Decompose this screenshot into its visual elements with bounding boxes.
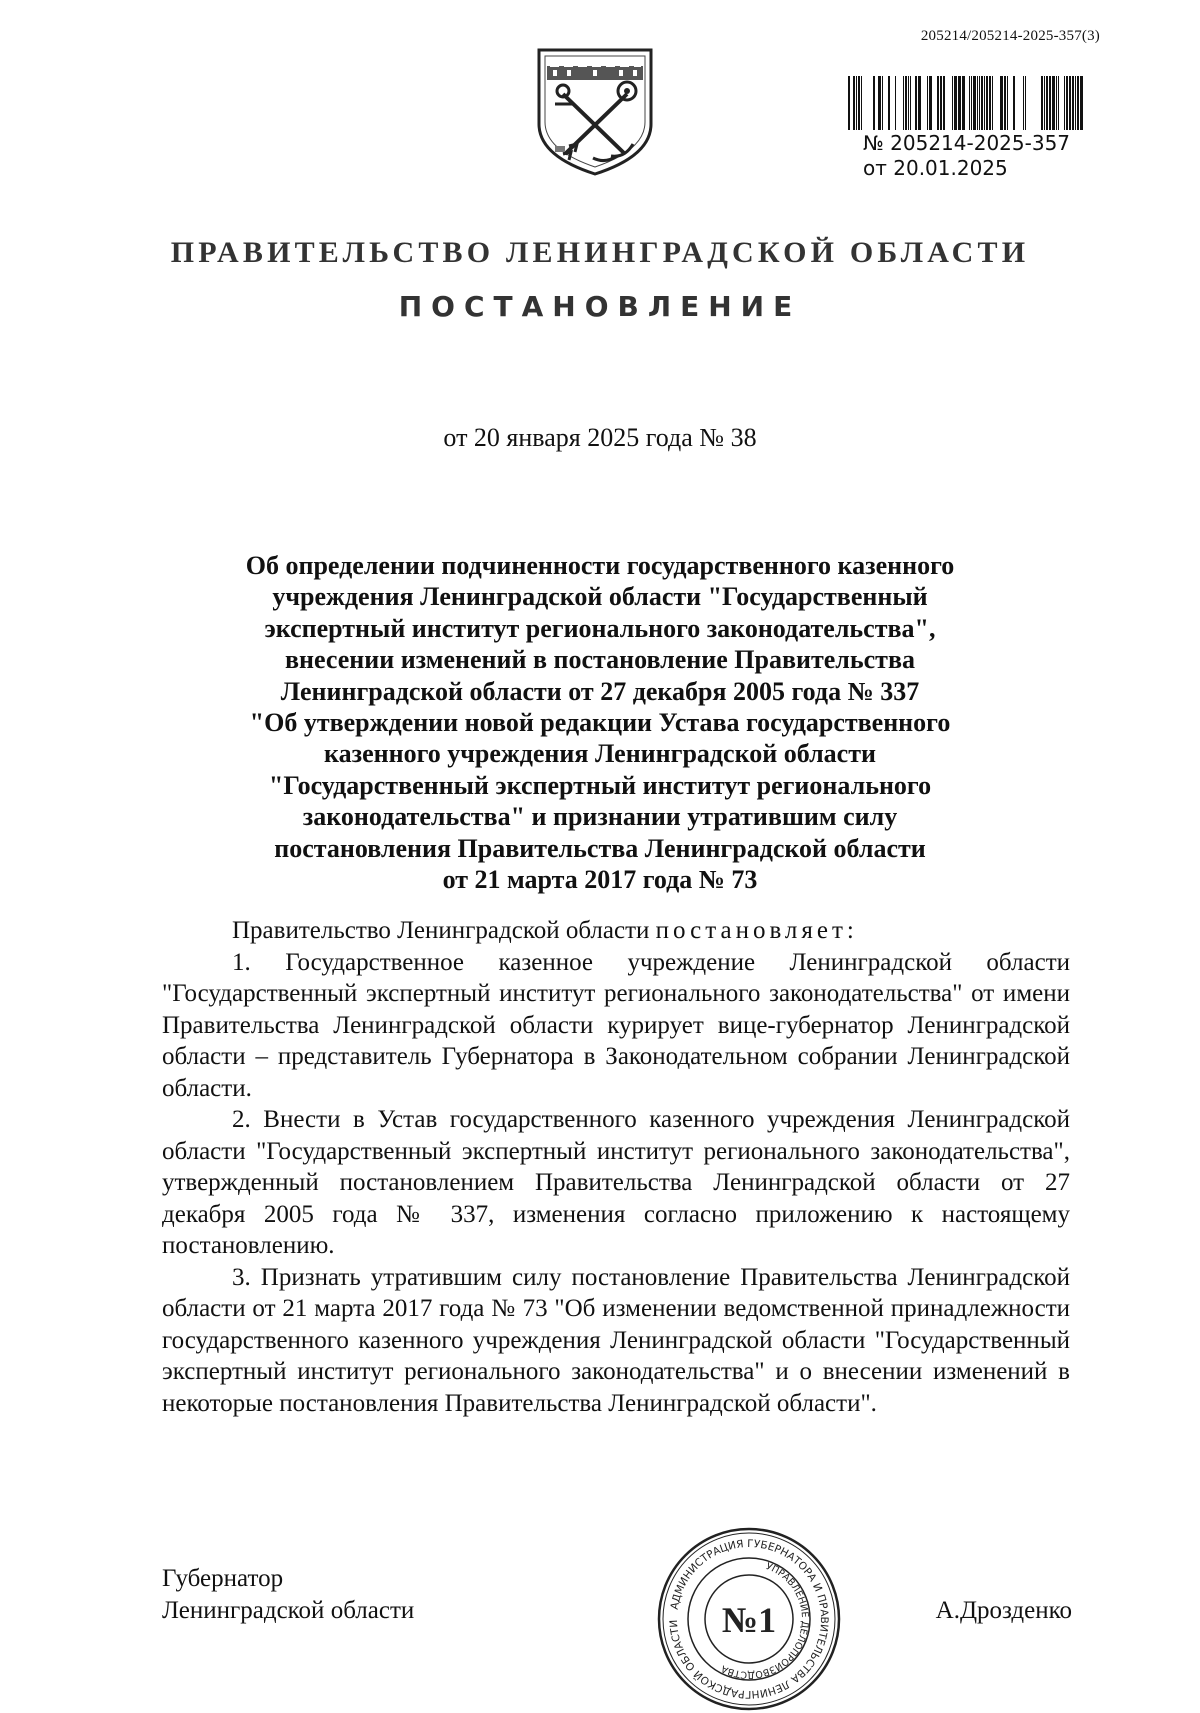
barcode-bar [1041,76,1043,130]
barcode-bar [915,76,917,130]
barcode-bar [1072,76,1074,130]
barcode-bar [989,76,991,130]
decree-date-number: от 20 января 2025 года № 38 [443,423,757,452]
barcode-bar [1075,76,1076,130]
barcode-bar [853,76,855,130]
barcode-bar [895,76,896,130]
document-reference-code: 205214/205214-2025-357(3) [920,28,1100,44]
barcode-bar [992,76,993,130]
barcode-bar [984,76,985,130]
coat-of-arms-icon [533,46,657,178]
barcode-bar [1080,76,1083,130]
stamp-ring-text: АДМИНИСТРАЦИЯ ГУБЕРНАТОРА И ПРАВИТЕЛЬСТВА ЛЕНИНГРАДСКОЙ ОБЛАСТИ [667,1537,831,1701]
barcode-bar [1066,76,1068,130]
barcode-bar [969,76,970,130]
barcode-bar [1069,76,1071,130]
barcode-bar [1058,76,1059,130]
registration-date: от 20.01.2025 [863,156,1008,180]
barcode-bar [910,76,911,130]
barcode-bar [1004,76,1006,130]
title-line: внесении изменений в постановление Правительства [284,645,915,675]
barcode [848,76,1084,130]
barcode-bar [973,76,976,130]
barcode-bar [888,76,890,130]
barcode-bar [873,76,875,130]
signer-position-line: Ленинградской области [162,1597,415,1624]
title-line: "Государственный экспертный институт регионального [268,770,932,800]
barcode-bar [1044,76,1045,130]
preamble [162,915,1070,947]
document-type-heading: ПОСТАНОВЛЕНИЕ [398,290,802,323]
barcode-bar [1064,76,1065,130]
title-line: от 21 марта 2017 года № 73 [442,865,758,895]
barcode-bar [1007,76,1008,130]
signer-position [162,1563,414,1627]
barcode-bar [858,76,860,130]
barcode-bar [1049,76,1051,130]
title-line: Ленинградской области от 27 декабря 2005 года № 337 [280,676,920,706]
barcode-bar [1023,76,1024,130]
barcode-bar [958,76,961,130]
stamp-number: №1 [721,1600,777,1640]
barcode-bar [940,76,942,130]
preamble-verb: постановляет: [655,917,858,944]
title-line: экспертный институт регионального законодательства", [264,613,936,643]
official-round-stamp [655,1525,843,1713]
barcode-bar [943,76,945,130]
title-line: постановления Правительства Ленинградской области [274,833,926,863]
barcode-bar [986,76,988,130]
registration-number: № 205214-2025-357 [863,131,1071,155]
barcode-bar [905,76,907,130]
preamble-subject: Правительство Ленинградской области [232,917,650,944]
title-line: законодательства" и признании утратившим силу [302,802,898,832]
signer-position-line: Губернатор [162,1565,284,1592]
barcode-bar [1077,76,1079,130]
barcode-bar [1046,76,1048,130]
organization-heading: ПРАВИТЕЛЬСТВО ЛЕНИНГРАДСКОЙ ОБЛАСТИ [170,236,1030,269]
barcode-bar [971,76,972,130]
title-line: Об определении подчиненности государственного казенного [245,551,955,580]
barcode-bar [918,76,921,130]
barcode-bar [981,76,983,130]
barcode-bar [937,76,939,130]
barcode-bar [903,76,904,130]
barcode-bar [1056,76,1057,130]
barcode-bar [1000,76,1003,130]
barcode-bar [952,76,953,130]
decree-item-1: 1. Государственное казенное учреждение Ленинградской области "Государственный экспертный институт регионального законодательства" от имени Правительства Ленинградской области курирует вице-губернатор Ленинградской области – представитель Губернатора в Законодательном собрании Ленинградской области. [162,948,1070,1102]
title-line: учреждения Ленинградской области "Государственный [272,582,928,612]
decree-item-3: 3. Признать утратившим силу постановление Правительства Ленинградской области от 21 марта 2017 года № 73 "Об изменении ведомственной принадлежности государственного казенного учреждения Ленинградской области "Государственный экспертный институт регионального законодательства" и о внесении изменений в некоторые постановления Правительства Ленинградской области". [162,1263,1070,1417]
barcode-bar [1052,76,1055,130]
barcode-bar [856,76,857,130]
barcode-bar [962,76,965,130]
decree-item-2: 2. Внести в Устав государственного казенного учреждения Ленинградской области "Государственный экспертный институт регионального законодательства", утвержденный постановлением Правительства Ленинградской области от 27 декабря 2005 года № 337, изменения согласно приложению к настоящему постановлению. [162,1106,1070,1259]
barcode-bar [927,76,928,130]
barcode-bar [977,76,978,130]
barcode-bar [979,76,980,130]
barcode-bar [954,76,957,130]
stamp-inner-ring-text: УПРАВЛЕНИЕ ДЕЛОПРОИЗВОДСТВА [719,1561,811,1681]
barcode-bar [882,76,883,130]
title-line: "Об утверждении новой редакции Устава государственного [249,708,951,738]
barcode-bar [861,76,862,130]
decree-title [150,550,1050,895]
barcode-bar [1013,76,1015,130]
signer-name: А.Дрозденко [935,1597,1072,1624]
barcode-bar [1025,76,1026,130]
barcode-bar [848,76,850,130]
decree-body [162,915,1070,1419]
barcode-bar [878,76,881,130]
title-line: казенного учреждения Ленинградской области [324,739,876,769]
barcode-bar [908,76,909,130]
barcode-bar [929,76,932,130]
